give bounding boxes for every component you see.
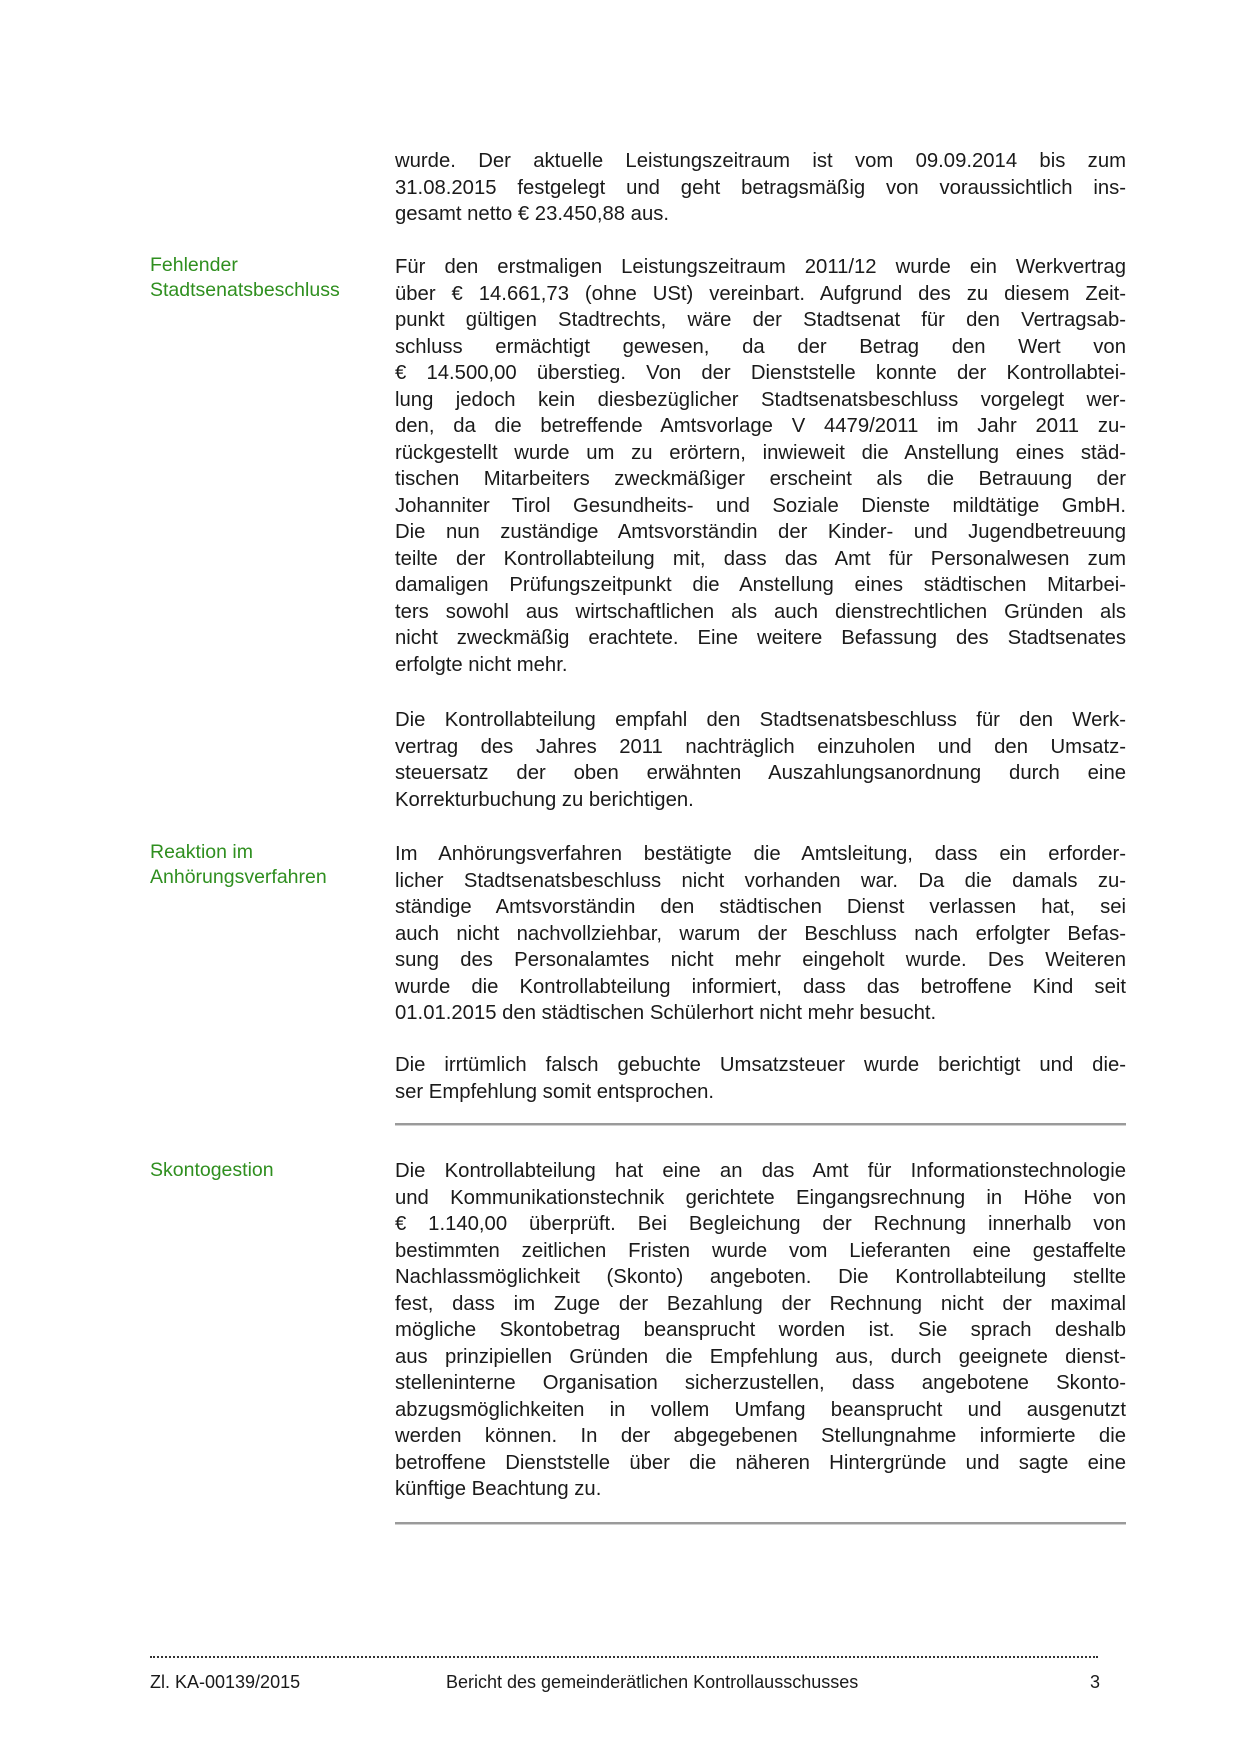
text-line: damaligen Prüfungszeitpunkt die Anstellung eines städtischen Mitarbei-: [395, 574, 1126, 596]
text-line: punkt gültigen Stadtrechts, wäre der Stadtsenat für den Vertragsab-: [395, 309, 1126, 331]
text-line: lung jedoch kein diesbezüglicher Stadtsenatsbeschluss vorgelegt wer-: [395, 388, 1126, 411]
footer-reference: Zl. KA-00139/2015: [150, 1672, 301, 1692]
body-paragraph: [395, 254, 1126, 678]
text-line: licher Stadtsenatsbeschluss nicht vorhanden war. Da die damals zu-: [395, 869, 1126, 892]
body-paragraph: [395, 707, 1126, 813]
text-line: fest, dass im Zuge der Bezahlung der Rechnung nicht der maximal: [395, 1292, 1126, 1315]
text-line: über € 14.661,73 (ohne USt) vereinbart. Aufgrund des zu diesem Zeit-: [395, 282, 1126, 305]
text-line: mögliche Skontobetrag beansprucht worden ist. Sie sprach deshalb: [395, 1319, 1126, 1341]
label-line: Fehlender: [150, 254, 238, 276]
text-line: wurde. Der aktuelle Leistungszeitraum ist vom 09.09.2014 bis zum: [395, 150, 1126, 172]
text-line: ters sowohl aus wirtschaftlichen als auch dienstrechtlichen Gründen als: [395, 600, 1126, 623]
text-line: ständige Amtsvorständin den städtischen Dienst verlassen hat, sei: [395, 896, 1126, 918]
text-line: auch nicht nachvollziehbar, warum der Beschluss nach erfolgter Befas-: [395, 922, 1126, 945]
text-line: stelleninterne Organisation sicherzustellen, dass angebotene Skonto-: [395, 1372, 1126, 1394]
text-line: gesamt netto € 23.450,88 aus.: [395, 203, 669, 225]
text-line: steuersatz der oben erwähnten Auszahlungsanordnung durch eine: [395, 762, 1126, 784]
label-line: Skontogestion: [150, 1159, 274, 1181]
text-line: Im Anhörungsverfahren bestätigte die Amtsleitung, dass ein erforder-: [395, 843, 1126, 865]
text-line: Die irrtümlich falsch gebuchte Umsatzsteuer wurde berichtigt und die-: [395, 1054, 1126, 1076]
text-line: aus prinzipiellen Gründen die Empfehlung aus, durch geeignete dienst-: [395, 1345, 1126, 1368]
text-line: abzugsmöglichkeiten in vollem Umfang beansprucht und ausgenutzt: [395, 1398, 1126, 1421]
text-line: 01.01.2015 den städtischen Schülerhort nicht mehr besucht.: [395, 1002, 937, 1024]
text-line: werden können. In der abgegebenen Stellungnahme informierte die: [395, 1425, 1126, 1447]
text-line: schluss ermächtigt gewesen, da der Betrag den Wert von: [395, 335, 1126, 358]
text-line: Für den erstmaligen Leistungszeitraum 2011/12 wurde ein Werkvertrag: [395, 256, 1126, 278]
text-line: teilte der Kontrollabteilung mit, dass das Amt für Personalwesen zum: [395, 547, 1126, 570]
text-line: betroffene Dienststelle über die näheren Hintergründe und sagte eine: [395, 1451, 1126, 1474]
text-line: ser Empfehlung somit entsprochen.: [395, 1080, 715, 1103]
text-line: 31.08.2015 festgelegt und geht betragsmäßig von voraussichtlich ins-: [395, 176, 1126, 199]
text-line: und Kommunikationstechnik gerichtete Eingangsrechnung in Höhe von: [395, 1186, 1126, 1209]
text-line: nicht zweckmäßig erachtete. Eine weitere Befassung des Stadtsenates: [395, 627, 1126, 649]
label-line: Stadtsenatsbeschluss: [150, 278, 340, 301]
text-line: Die Kontrollabteilung empfahl den Stadtsenatsbeschluss für den Werk-: [395, 709, 1126, 731]
text-line: Johanniter Tirol Gesundheits- und Soziale Dienste mildtätige GmbH.: [395, 494, 1126, 517]
body-paragraph: [395, 148, 1126, 228]
label-line: Anhörungsverfahren: [150, 865, 327, 888]
footer-dotted-line: [150, 1656, 1098, 1658]
text-line: Die nun zuständige Amtsvorständin der Kinder- und Jugendbetreuung: [395, 521, 1126, 543]
label-line: Reaktion im: [150, 841, 253, 863]
text-line: Die Kontrollabteilung hat eine an das Amt für Informationstechnologie: [395, 1160, 1126, 1182]
section-divider: [395, 1522, 1126, 1525]
margin-label-skontogestion: [150, 1158, 370, 1183]
text-line: Korrekturbuchung zu berichtigen.: [395, 788, 694, 811]
text-line: wurde die Kontrollabteilung informiert, dass das betroffene Kind seit: [395, 975, 1126, 998]
section-divider: [395, 1123, 1126, 1126]
text-line: sung des Personalamtes nicht mehr eingeholt wurde. Des Weiteren: [395, 949, 1126, 971]
body-paragraph: [395, 1158, 1126, 1503]
text-line: € 1.140,00 überprüft. Bei Begleichung der Rechnung innerhalb von: [395, 1213, 1126, 1235]
text-line: tischen Mitarbeiters zweckmäßiger erscheint als die Betrauung der: [395, 468, 1126, 490]
text-line: künftige Beachtung zu.: [395, 1478, 602, 1500]
text-line: Nachlassmöglichkeit (Skonto) angeboten. Die Kontrollabteilung stellte: [395, 1266, 1126, 1288]
text-line: den, da die betreffende Amtsvorlage V 4479/2011 im Jahr 2011 zu-: [395, 415, 1126, 437]
body-paragraph: [395, 1052, 1126, 1105]
margin-label-fehlender-stadtsenatsbeschluss: [150, 253, 370, 302]
text-line: bestimmten zeitlichen Fristen wurde vom Lieferanten eine gestaffelte: [395, 1239, 1126, 1262]
footer-title: Bericht des gemeinderätlichen Kontrollausschusses: [446, 1672, 859, 1692]
body-paragraph: [395, 841, 1126, 1027]
text-line: vertrag des Jahres 2011 nachträglich einzuholen und den Umsatz-: [395, 735, 1126, 758]
text-line: € 14.500,00 überstieg. Von der Dienststelle konnte der Kontrollabtei-: [395, 362, 1126, 384]
footer-page-number: 3: [1090, 1672, 1101, 1692]
margin-label-reaktion: [150, 840, 370, 889]
text-line: erfolgte nicht mehr.: [395, 653, 568, 676]
text-line: rückgestellt wurde um zu erörtern, inwieweit die Anstellung eines städ-: [395, 441, 1126, 464]
